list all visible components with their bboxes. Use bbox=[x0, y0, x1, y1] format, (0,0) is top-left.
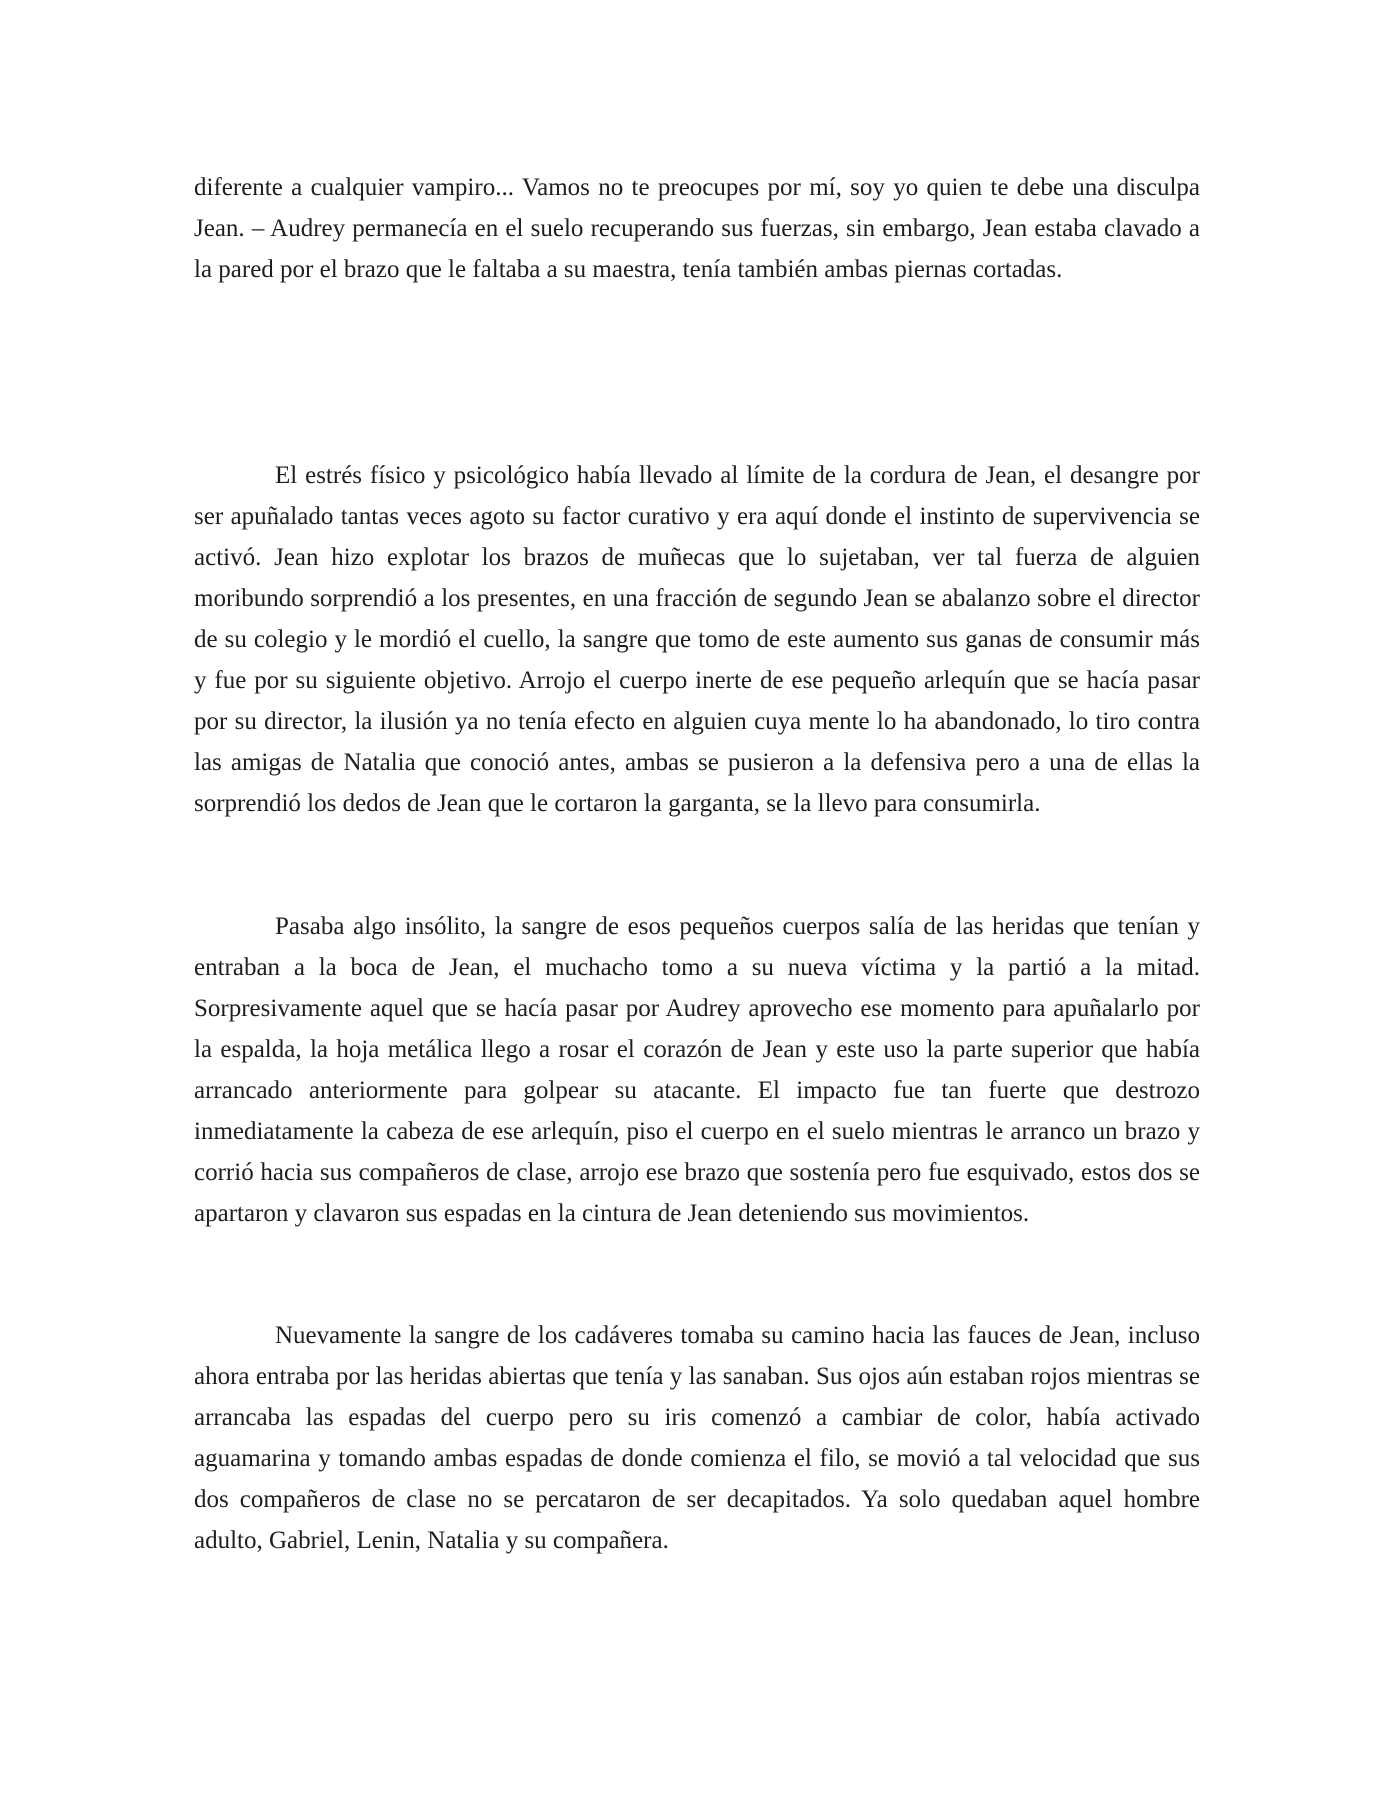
paragraph-3: Pasaba algo insólito, la sangre de esos pequeños cuerpos salía de las heridas que tenían y entraban a la boca de Jean, el muchacho tomo a su nueva víctima y la partió a la mitad. Sorpresivamente aquel que se hacía pasar por Audrey aprovecho ese momento para apuñalarlo por la espalda, la hoja metálica llego a rosar el corazón de Jean y este uso la parte superior que había arrancado anteriormente para golpear su atacante. El impacto fue tan fuerte que destrozo inmediatamente la cabeza de ese arlequín, piso el cuerpo en el suelo mientras le arranco un brazo y corrió hacia sus compañeros de clase, arrojo ese brazo que sostenía pero fue esquivado, estos dos se apartaron y clavaron sus espadas en la cintura de Jean deteniendo sus movimientos. bbox=[194, 913, 1200, 1227]
paragraph-4: Nuevamente la sangre de los cadáveres tomaba su camino hacia las fauces de Jean, incluso ahora entraba por las heridas abiertas que tenía y las sanaban. Sus ojos aún estaban rojos mientras se arrancaba las espadas del cuerpo pero su iris comenzó a cambiar de color, había activado aguamarina y tomando ambas espadas de donde comienza el filo, se movió a tal velocidad que sus dos compañeros de clase no se percataron de ser decapitados. Ya solo quedaban aquel hombre adulto, Gabriel, Lenin, Natalia y su compañera. bbox=[194, 1322, 1200, 1554]
paragraph-block-1 bbox=[194, 167, 1200, 290]
paragraph-block-4 bbox=[194, 1315, 1200, 1561]
paragraph-1: diferente a cualquier vampiro... Vamos no te preocupes por mí, soy yo quien te debe una disculpa Jean. – Audrey permanecía en el suelo recuperando sus fuerzas, sin embargo, Jean estaba clavado a la pared por el brazo que le faltaba a su maestra, tenía también ambas piernas cortadas. bbox=[194, 174, 1200, 283]
paragraph-block-2 bbox=[194, 455, 1200, 824]
paragraph-2: El estrés físico y psicológico había llevado al límite de la cordura de Jean, el desangre por ser apuñalado tantas veces agoto su factor curativo y era aquí donde el instinto de supervivencia se activó. Jean hizo explotar los brazos de muñecas que lo sujetaban, ver tal fuerza de alguien moribundo sorprendió a los presentes, en una fracción de segundo Jean se abalanzo sobre el director de su colegio y le mordió el cuello, la sangre que tomo de este aumento sus ganas de consumir más y fue por su siguiente objetivo. Arrojo el cuerpo inerte de ese pequeño arlequín que se hacía pasar por su director, la ilusión ya no tenía efecto en alguien cuya mente lo ha abandonado, lo tiro contra las amigas de Natalia que conoció antes, ambas se pusieron a la defensiva pero a una de ellas la sorprendió los dedos de Jean que le cortaron la garganta, se la llevo para consumirla. bbox=[194, 462, 1200, 817]
paragraph-block-3 bbox=[194, 906, 1200, 1234]
